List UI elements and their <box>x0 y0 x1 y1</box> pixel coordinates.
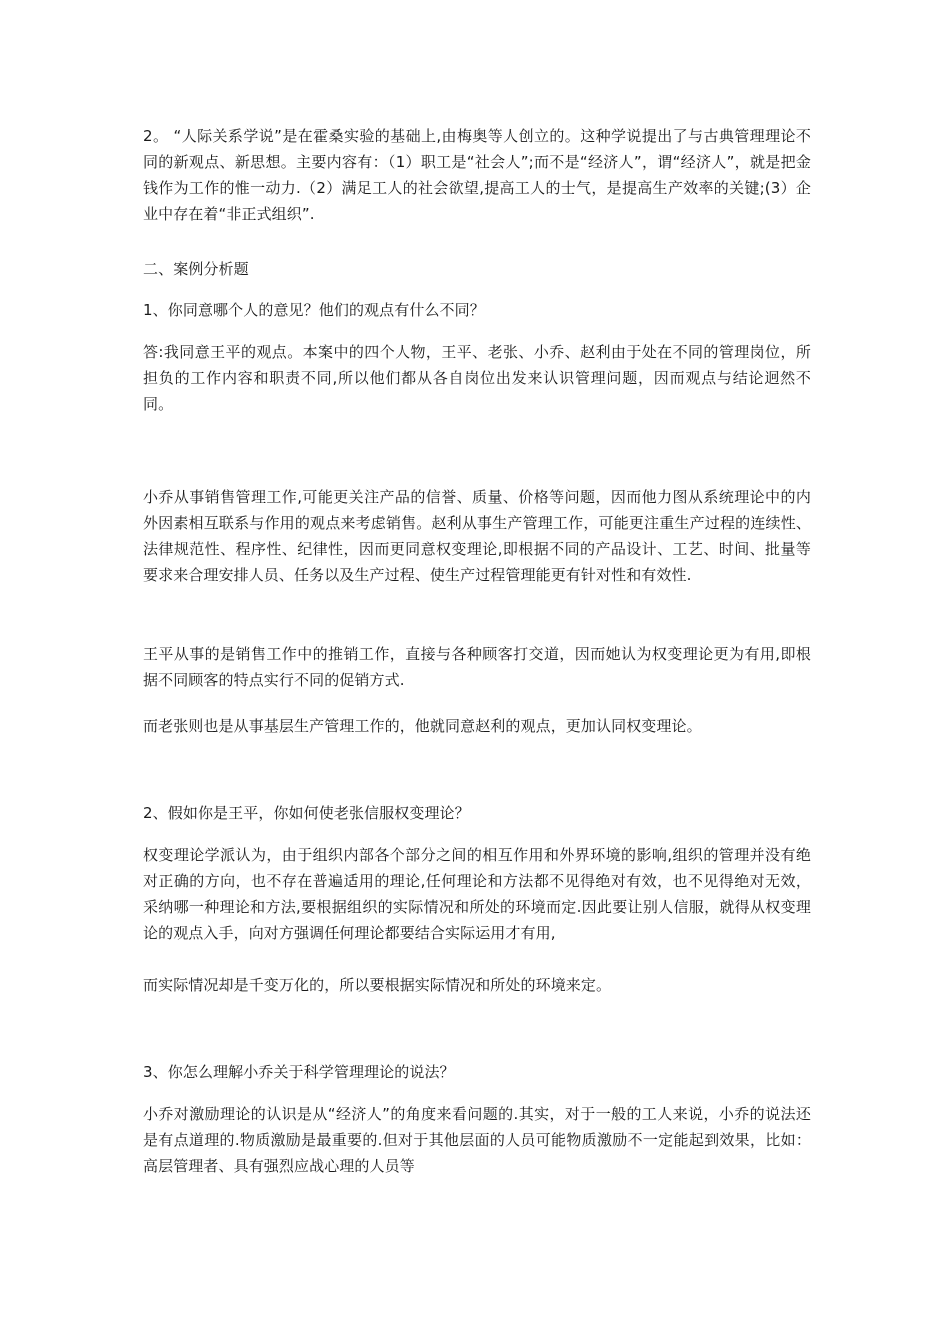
question-3: 3、你怎么理解小乔关于科学管理理论的说法？ <box>143 1063 455 1081</box>
answer-1-wangping: 王平从事的是销售工作中的推销工作，直接与各种顾客打交道，因而她认为权变理论更为有用,即根据不同顾客的特点实行不同的促销方式. <box>143 645 811 689</box>
question-2: 2、假如你是王平，你如何使老张信服权变理论？ <box>143 804 470 822</box>
answer-1-intro: 答:我同意王平的观点。本案中的四个人物，王平、老张、小乔、赵利由于处在不同的管理岗位，所担负的工作内容和职责不同,所以他们都从各自岗位出发来认识管理问题，因而观点与结论迥然不同。 <box>143 343 811 413</box>
answer-2-conclusion: 而实际情况却是千变万化的，所以要根据实际情况和所处的环境来定。 <box>143 976 612 994</box>
answer-1-xiaoqiao-zhaoli: 小乔从事销售管理工作,可能更关注产品的信誉、质量、价格等问题，因而他力图从系统理论中的内外因素相互联系与作用的观点来考虑销售。赵利从事生产管理工作，可能更注重生产过程的连续性、法律规范性、程序性、纪律性，因而更同意权变理论,即根据不同的产品设计、工艺、时间、批量等要求来合理安排人员、任务以及生产过程、使生产过程管理能更有针对性和有效性. <box>143 488 811 584</box>
paragraph-human-relations-theory: 2。 “人际关系学说”是在霍桑实验的基础上,由梅奥等人创立的。这种学说提出了与古典管理理论不同的新观点、新思想。主要内容有：（1）职工是“社会人”;而不是“经济人”，谓“经济人”，就是把金钱作为工作的惟一动力.（2）满足工人的社会欲望,提高工人的士气，是提高生产效率的关键;(3）企业中存在着“非正式组织”. <box>143 127 811 223</box>
answer-2-contingency-theory: 权变理论学派认为，由于组织内部各个部分之间的相互作用和外界环境的影响,组织的管理并没有绝对正确的方向，也不存在普遍适用的理论,任何理论和方法都不见得绝对有效，也不见得绝对无效，采纳哪一种理论和方法,要根据组织的实际情况和所处的环境而定.因此要让别人信服，就得从权变理论的观点入手，向对方强调任何理论都要结合实际运用才有用, <box>143 846 811 942</box>
answer-3: 小乔对激励理论的认识是从“经济人”的角度来看问题的.其实，对于一般的工人来说，小乔的说法还是有点道理的.物质激励是最重要的.但对于其他层面的人员可能物质激励不一定能起到效果，比如：高层管理者、具有强烈应战心理的人员等 <box>143 1105 811 1175</box>
section-heading-case-analysis: 二、案例分析题 <box>143 260 249 278</box>
question-1: 1、你同意哪个人的意见？他们的观点有什么不同？ <box>143 301 485 319</box>
answer-1-laozhang: 而老张则也是从事基层生产管理工作的，他就同意赵利的观点，更加认同权变理论。 <box>143 717 702 735</box>
